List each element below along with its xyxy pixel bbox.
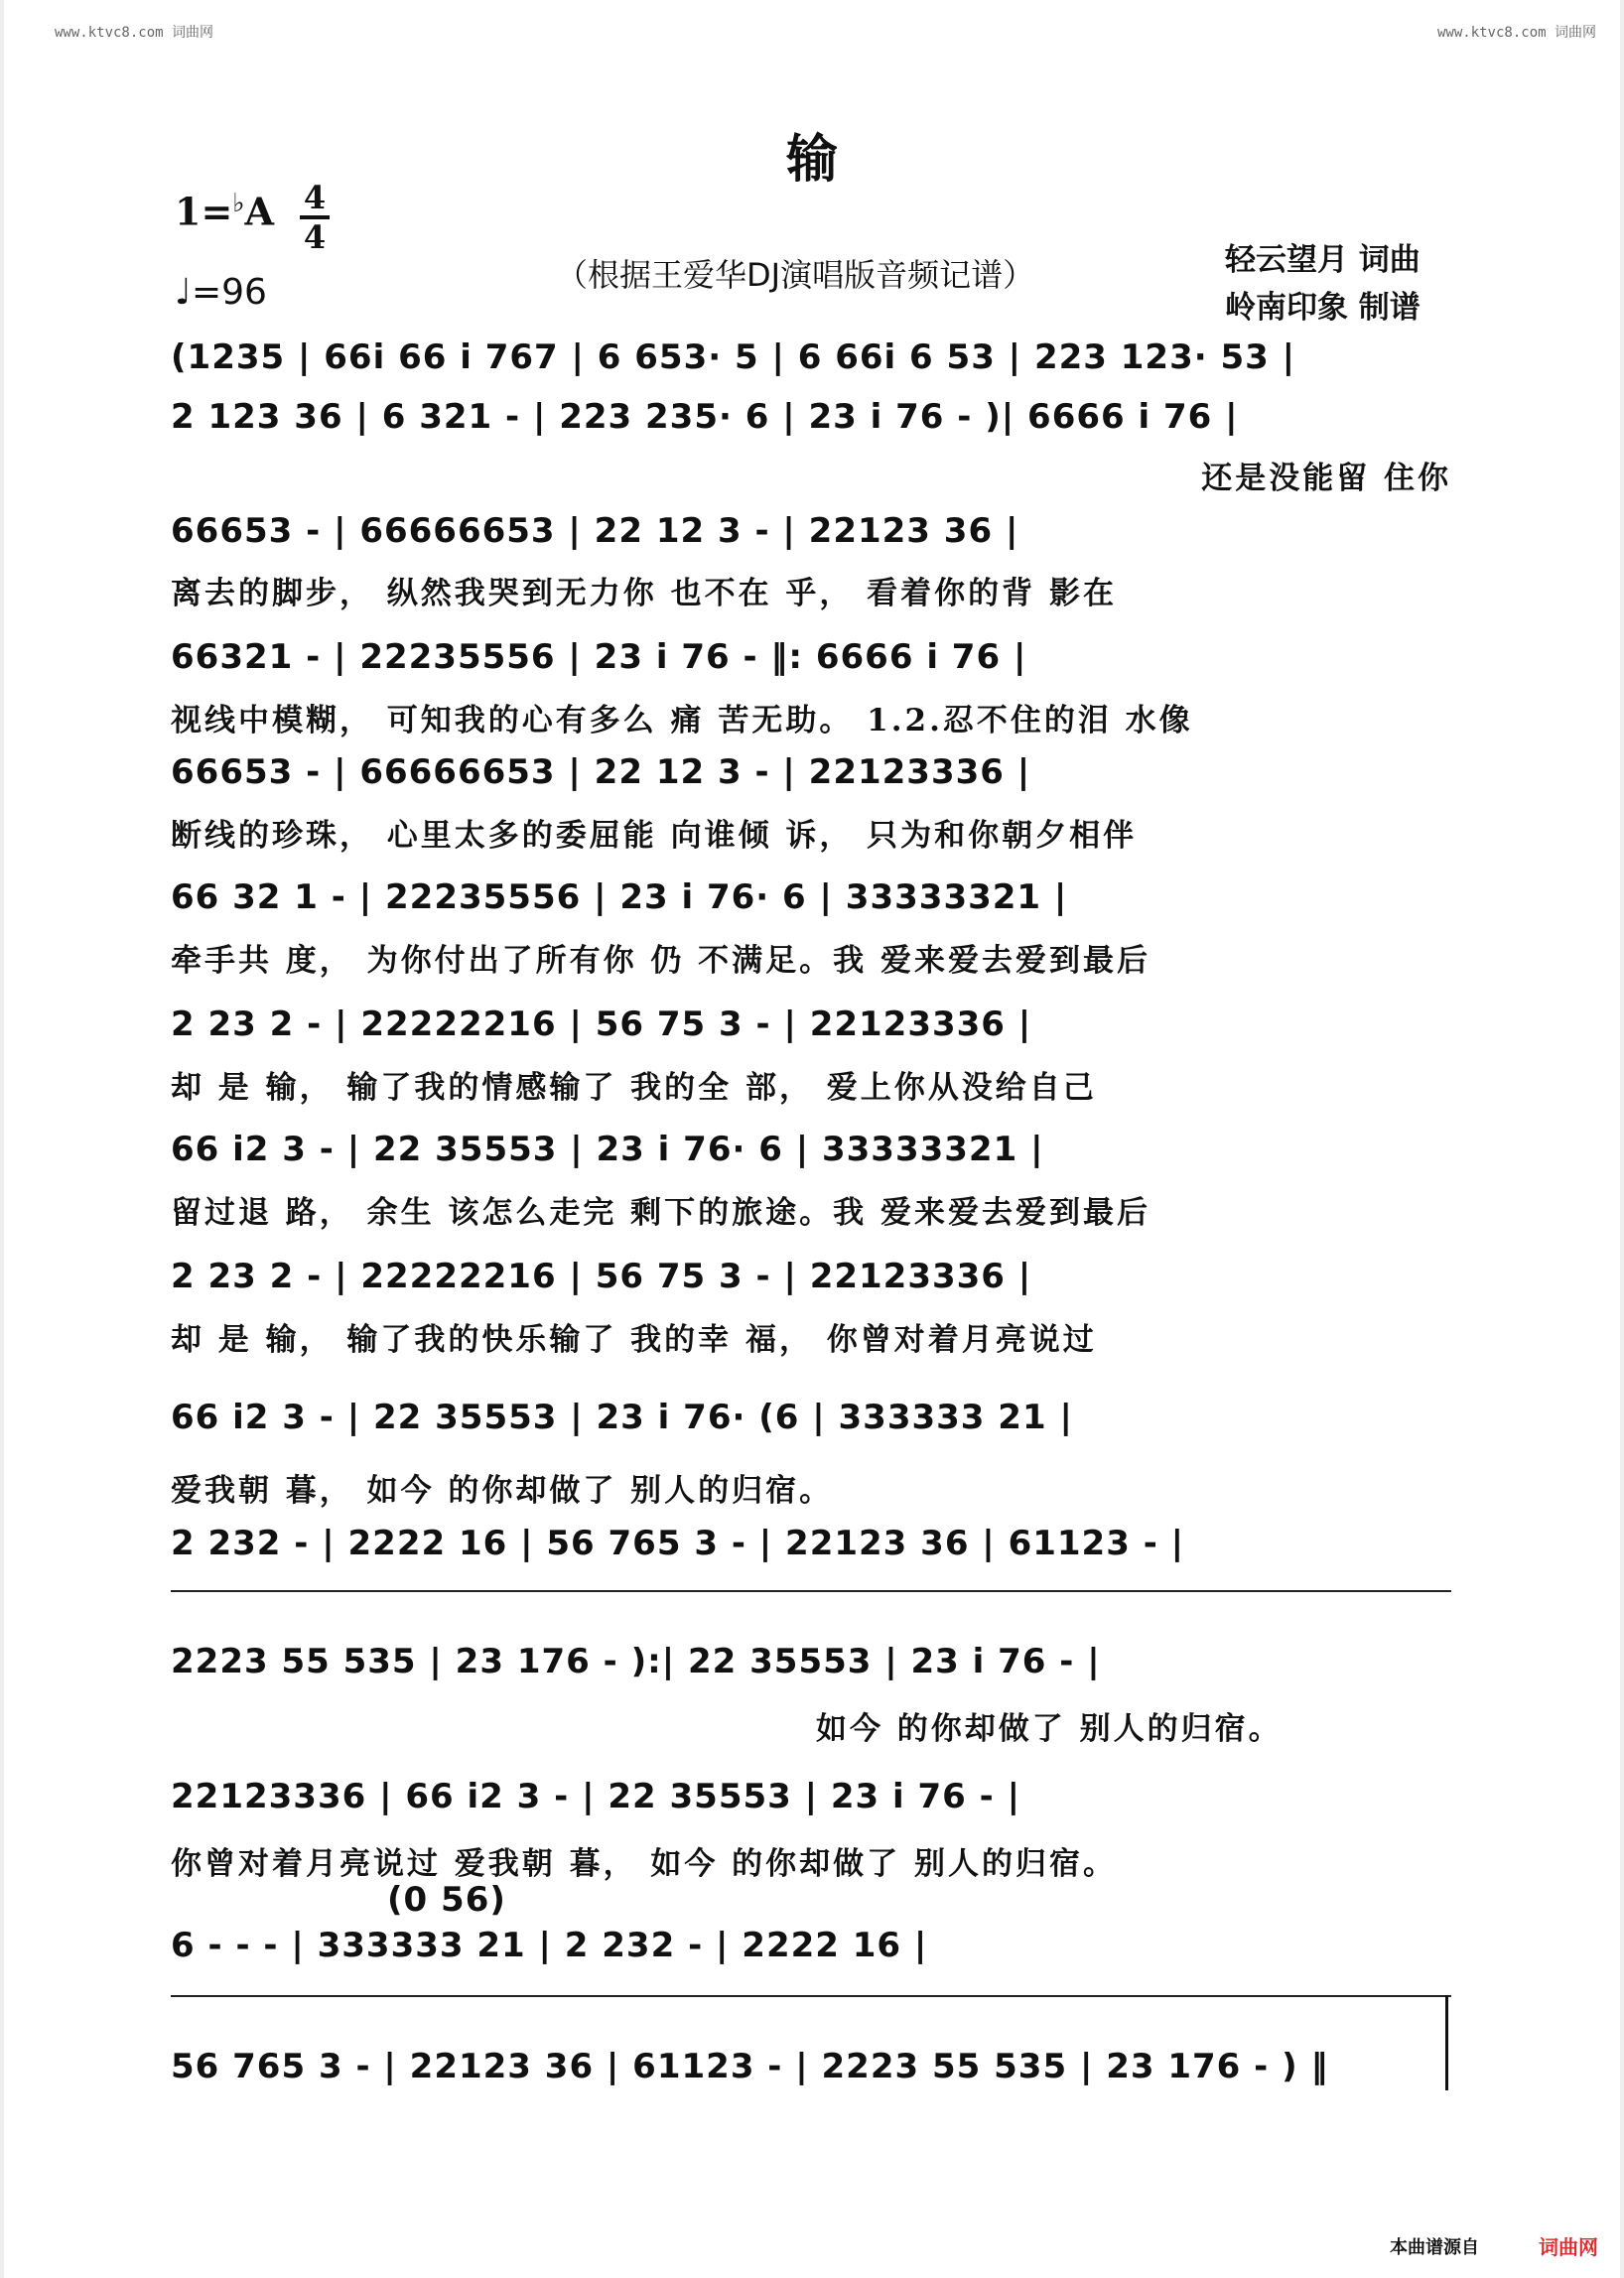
score-row-8-lyrics: 留过退 路， 余生 该怎么走完 剩下的旅途。我 爱来爱去爱到最后 [171, 1195, 1150, 1231]
score-row-7-notes: 2 23 2 - | 22222216 | 56 75 3 - | 22123336 | [171, 1005, 1032, 1044]
score-row-11-notes: 2 232 - | 2222 16 | 56 765 3 - | 22123 36 | 61123 - | [171, 1524, 1185, 1563]
score-row-1-notes: (1235 | 66i 66 i 767 | 6 653· 5 | 6 66i 6 53 | 223 123· 53 | [171, 337, 1296, 377]
left-edge [0, 0, 4, 2278]
score-row-2-notes: 2 123 36 | 6 321 - | 223 235· 6 | 23 i 76 - )| 6666 i 76 | [171, 397, 1239, 437]
source-note: （根据王爱华DJ演唱版音频记谱） [556, 256, 1035, 294]
staff-divider-2 [171, 1995, 1451, 1997]
score-row-7-lyrics: 却 是 输， 输了我的情感输了 我的全 部， 爱上你从没给自己 [171, 1070, 1097, 1106]
score-row-12-notes: 2223 55 535 | 23 176 - ):| 22 35553 | 23 i 76 - | [171, 1642, 1101, 1681]
score-row-13-notes: 22123336 | 66 i2 3 - | 22 35553 | 23 i 76 - | [171, 1777, 1021, 1816]
staff-divider-1 [171, 1590, 1451, 1592]
score-row-13-lyrics: 你曾对着月亮说过 爱我朝 暮， 如今 的你却做了 别人的归宿。 [171, 1846, 1117, 1882]
tempo-marking [175, 272, 267, 313]
score-row-10-notes: 66 i2 3 - | 22 35553 | 23 i 76· (6 | 333333 21 | [171, 1398, 1073, 1437]
score-row-6-notes: 66 32 1 - | 22235556 | 23 i 76· 6 | 33333321 | [171, 877, 1068, 917]
key-prefix: 1= [175, 189, 233, 234]
time-signature-bottom: 4 [303, 218, 327, 256]
final-barline [1445, 1995, 1448, 2090]
key-signature [175, 189, 274, 234]
right-edge [1620, 0, 1624, 2278]
score-row-14-pickup: (0 56) [387, 1880, 506, 1920]
score-row-8-notes: 66 i2 3 - | 22 35553 | 23 i 76· 6 | 33333321 | [171, 1130, 1044, 1169]
credit-transcriber: 岭南印象 制谱 [1225, 290, 1421, 326]
score-row-10-lyrics: 爱我朝 暮， 如今 的你却做了 别人的归宿。 [171, 1473, 834, 1509]
time-signature [300, 181, 330, 254]
score-row-4-notes: 66321 - | 22235556 | 23 i 76 - ‖: 6666 i 76 | [171, 637, 1027, 677]
flat-icon: ♭ [232, 189, 245, 218]
score-row-9-notes: 2 23 2 - | 22222216 | 56 75 3 - | 22123336 | [171, 1257, 1032, 1296]
key-note: A [244, 189, 275, 234]
tempo-value: =96 [191, 272, 267, 313]
watermark-right: www.ktvc8.com 词曲网 [1436, 25, 1596, 41]
footer-logo[interactable]: 词曲网 [1539, 2235, 1598, 2259]
song-title: 输 [785, 129, 838, 190]
score-row-15-notes: 6 - - - | 333333 21 | 2 232 - | 2222 16 | [171, 1926, 928, 1965]
footer-source-label: 本曲谱源自 [1390, 2237, 1479, 2258]
score-row-5-notes: 66653 - | 66666653 | 22 12 3 - | 22123336 | [171, 752, 1031, 792]
score-row-6-lyrics: 牵手共 度， 为你付出了所有你 仍 不满足。我 爱来爱去爱到最后 [171, 943, 1150, 979]
credit-lyricist-composer: 轻云望月 词曲 [1225, 242, 1421, 278]
score-row-3-notes: 66653 - | 66666653 | 22 12 3 - | 22123 36 | [171, 511, 1019, 551]
score-row-9-lyrics: 却 是 输， 输了我的快乐输了 我的幸 福， 你曾对着月亮说过 [171, 1322, 1097, 1358]
score-row-5-lyrics: 断线的珍珠， 心里太多的委屈能 向谁倾 诉， 只为和你朝夕相伴 [171, 818, 1138, 854]
score-row-16-notes: 56 765 3 - | 22123 36 | 61123 - | 2223 55 535 | 23 176 - ) ‖ [171, 2047, 1329, 2086]
time-signature-top: 4 [303, 179, 327, 216]
score-row-2-lyrics: 还是没能留 住你 [1201, 461, 1451, 496]
score-row-3-lyrics: 离去的脚步， 纵然我哭到无力你 也不在 乎， 看着你的背 影在 [171, 576, 1117, 611]
score-row-4-lyrics: 视线中模糊， 可知我的心有多么 痛 苦无助。 1.2.忍不住的泪 水像 [171, 703, 1193, 738]
quarter-note-icon: ♩ [175, 272, 192, 313]
score-row-12-lyrics: 如今 的你却做了 别人的归宿。 [816, 1711, 1283, 1747]
watermark-left: www.ktvc8.com 词曲网 [55, 25, 214, 41]
